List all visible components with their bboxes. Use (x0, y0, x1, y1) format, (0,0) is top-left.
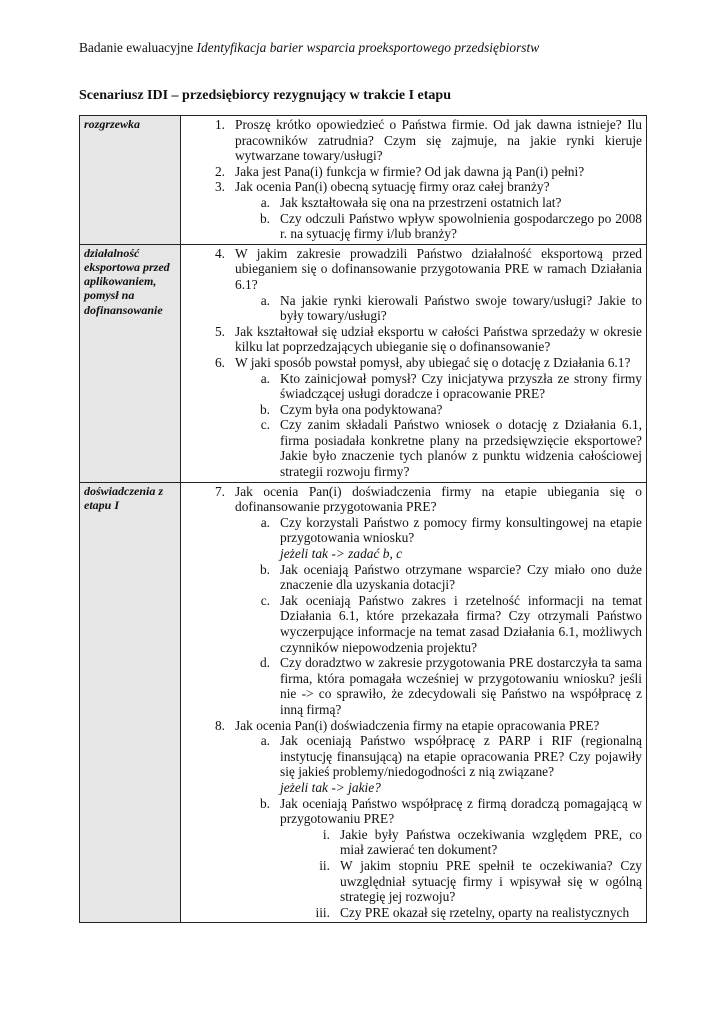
question-item (185, 355, 642, 371)
question-number: a. (260, 370, 270, 386)
question-number: a. (260, 194, 270, 210)
question-number: d. (259, 655, 270, 671)
question-body (235, 246, 642, 293)
question-item (185, 718, 642, 734)
section-questions (181, 244, 647, 482)
question-text: Jak oceniają Państwo zakres i rzetelność informacji na temat Działania 6.1, które przekazała firma? Czy otrzymali Państwo wyczerpujące informacje na temat zasad Działania 6.1, możliwych czynników niepowodzenia projektu? (280, 592, 642, 655)
question-body (280, 417, 642, 479)
section-label: działalność eksportowa przed aplikowaniem, pomysł na dofinansowanie (80, 244, 181, 482)
question-body (280, 371, 642, 402)
question-text: Czy odczuli Państwo wpływ spowolnienia gospodarczego po 2008 r. na sytuację firmy i/lub branży? (280, 210, 642, 242)
question-text: Czy zanim składali Państwo wniosek o dotację z Działania 6.1, firma posiadała konkretne plany na przedsięwzięcie eksportowe? Jakie było znaczenie tych planów z punktu widzenia całościowej strategii rozwoju firmy? (280, 417, 642, 480)
question-body (235, 164, 642, 180)
section-questions (181, 482, 647, 923)
section-row (80, 116, 647, 245)
scenario-title: Scenariusz IDI – przedsiębiorcy rezygnujący w trakcie I etapu (79, 88, 451, 103)
question-body (235, 117, 642, 164)
question-text: W jaki sposób powstał pomysł, aby ubiegać się o dotację z Działania 6.1? (235, 354, 631, 370)
question-number: iii. (315, 904, 330, 920)
question-text: Jak ocenia Pan(i) doświadczenia firmy na etapie opracowania PRE? (235, 717, 600, 733)
question-number: 1. (214, 117, 225, 132)
question-body (235, 179, 642, 195)
question-item (185, 858, 642, 905)
question-body (340, 827, 642, 858)
question-number: b. (259, 210, 270, 226)
question-number: 6. (214, 354, 225, 370)
question-text: Jaka jest Pana(i) funkcja w firmie? Od jak dawna ją Pan(i) pełni? (235, 163, 585, 179)
question-item (185, 293, 642, 324)
question-text: Jak oceniają Państwo otrzymane wsparcie? Czy miało ono duże znaczenie dla uzyskania dotacji? (280, 561, 642, 593)
question-text: Czym była ona podyktowana? (280, 401, 443, 417)
question-text: Czy doradztwo w zakresie przygotowania PRE dostarczyła ta sama firma, która pomagała wcześniej w przygotowaniu wniosku? jeśli nie -> co sprawiło, że zdecydowali się Państwo na współpracę z inną firmą? (280, 655, 642, 717)
question-item (185, 905, 642, 921)
question-text: Jak oceniają Państwo współpracę z PARP i RIF (regionalną instytucję finansującą) na etapie opracowania PRE? Czy pojawiły się jakieś problemy/niedogodności z nią związane? (280, 733, 642, 780)
question-item (185, 593, 642, 655)
question-text: Proszę krótko opowiedzieć o Państwa firmie. Od jak dawna istnieje? Ilu pracowników zatrudnia? Czym się zajmuje, na jakie rynki kieruje wytwarzane towary/usługi? (235, 117, 642, 164)
question-text: Jak kształtowała się ona na przestrzeni ostatnich lat? (280, 194, 562, 210)
question-number: b. (259, 561, 270, 577)
question-number: a. (260, 733, 270, 749)
question-number: 2. (214, 163, 225, 179)
question-number: 7. (214, 483, 225, 499)
interviewer-hint: jeżeli tak -> jakie? (280, 779, 381, 795)
question-text: Jak kształtował się udział eksportu w całości Państwa sprzedaży w okresie kilku lat poprzedzających ubieganie się o dofinansowanie? (235, 323, 642, 355)
question-item (185, 195, 642, 211)
question-body (235, 355, 642, 371)
question-text: Na jakie rynki kierowali Państwo swoje towary/usługi? Jakie to były towary/usługi? (280, 292, 642, 324)
question-item (185, 655, 642, 717)
question-number: a. (260, 292, 270, 308)
question-number: 4. (214, 245, 225, 261)
question-number: i. (322, 826, 330, 842)
question-body (280, 195, 642, 211)
scenario-table (79, 115, 647, 923)
question-item (185, 211, 642, 242)
question-number: b. (259, 795, 270, 811)
section-row (80, 482, 647, 923)
question-text: Jak oceniają Państwo współpracę z firmą doradczą pomagającą w przygotowaniu PRE? (280, 795, 642, 827)
question-body (280, 796, 642, 827)
question-text: Czy korzystali Państwo z pomocy firmy konsultingowej na etapie przygotowania wniosku? (280, 514, 642, 546)
question-body (235, 484, 642, 515)
question-item (185, 796, 642, 827)
question-item (185, 733, 642, 795)
page-header (79, 40, 539, 56)
question-item (185, 246, 642, 293)
question-item (185, 484, 642, 515)
question-body (280, 402, 642, 418)
question-item (185, 179, 642, 195)
header-prefix: Badanie ewaluacyjne (79, 40, 197, 55)
question-item (185, 515, 642, 562)
question-body (235, 718, 642, 734)
question-text: Jak ocenia Pan(i) obecną sytuację firmy oraz całej branży? (235, 179, 550, 195)
question-body (280, 733, 642, 795)
section-row (80, 244, 647, 482)
question-item (185, 562, 642, 593)
question-number: 8. (214, 717, 225, 733)
question-text: W jakim stopniu PRE spełnił te oczekiwania? Czy uwzględniał sytuację firmy i wpisywał się w ogólną strategię jej rozwoju? (340, 857, 642, 905)
section-questions (181, 116, 647, 245)
question-body (280, 293, 642, 324)
header-study-title: Identyfikacja barier wsparcia proeksportowego przedsiębiorstw (196, 40, 540, 55)
interviewer-hint: jeżeli tak -> zadać b, c (280, 546, 403, 562)
question-body (280, 515, 642, 562)
section-label: doświadczenia z etapu I (80, 482, 181, 923)
question-number: c. (260, 417, 270, 433)
question-text: Kto zainicjował pomysł? Czy inicjatywa przyszła ze strony firmy świadczącej usługi doradcze i opracowanie PRE? (280, 370, 642, 402)
question-number: c. (260, 592, 270, 608)
question-item (185, 371, 642, 402)
question-item (185, 827, 642, 858)
question-text: Czy PRE okazał się rzetelny, oparty na realistycznych (340, 904, 630, 920)
question-body (340, 905, 642, 921)
question-number: a. (260, 514, 270, 530)
question-text: Jakie były Państwa oczekiwania względem PRE, co miał zawierać ten dokument? (340, 826, 642, 858)
question-body (280, 655, 642, 717)
question-number: ii. (319, 857, 330, 873)
question-body (235, 324, 642, 355)
question-body (340, 858, 642, 905)
question-text: W jakim zakresie prowadzili Państwo działalność eksportową przed ubieganiem się o dofinansowanie przygotowania PRE w ramach Działania 6.1? (235, 245, 642, 292)
question-number: 5. (214, 323, 225, 339)
question-number: b. (259, 401, 270, 417)
question-body (280, 211, 642, 242)
question-item (185, 164, 642, 180)
question-item (185, 117, 642, 164)
question-text: Jak ocenia Pan(i) doświadczenia firmy na etapie ubiegania się o dofinansowanie przygotowania PRE? (235, 483, 642, 515)
question-item (185, 402, 642, 418)
question-item (185, 324, 642, 355)
section-label: rozgrzewka (80, 116, 181, 245)
question-body (280, 562, 642, 593)
question-item (185, 417, 642, 479)
question-number: 3. (214, 179, 225, 195)
question-body (280, 593, 642, 655)
